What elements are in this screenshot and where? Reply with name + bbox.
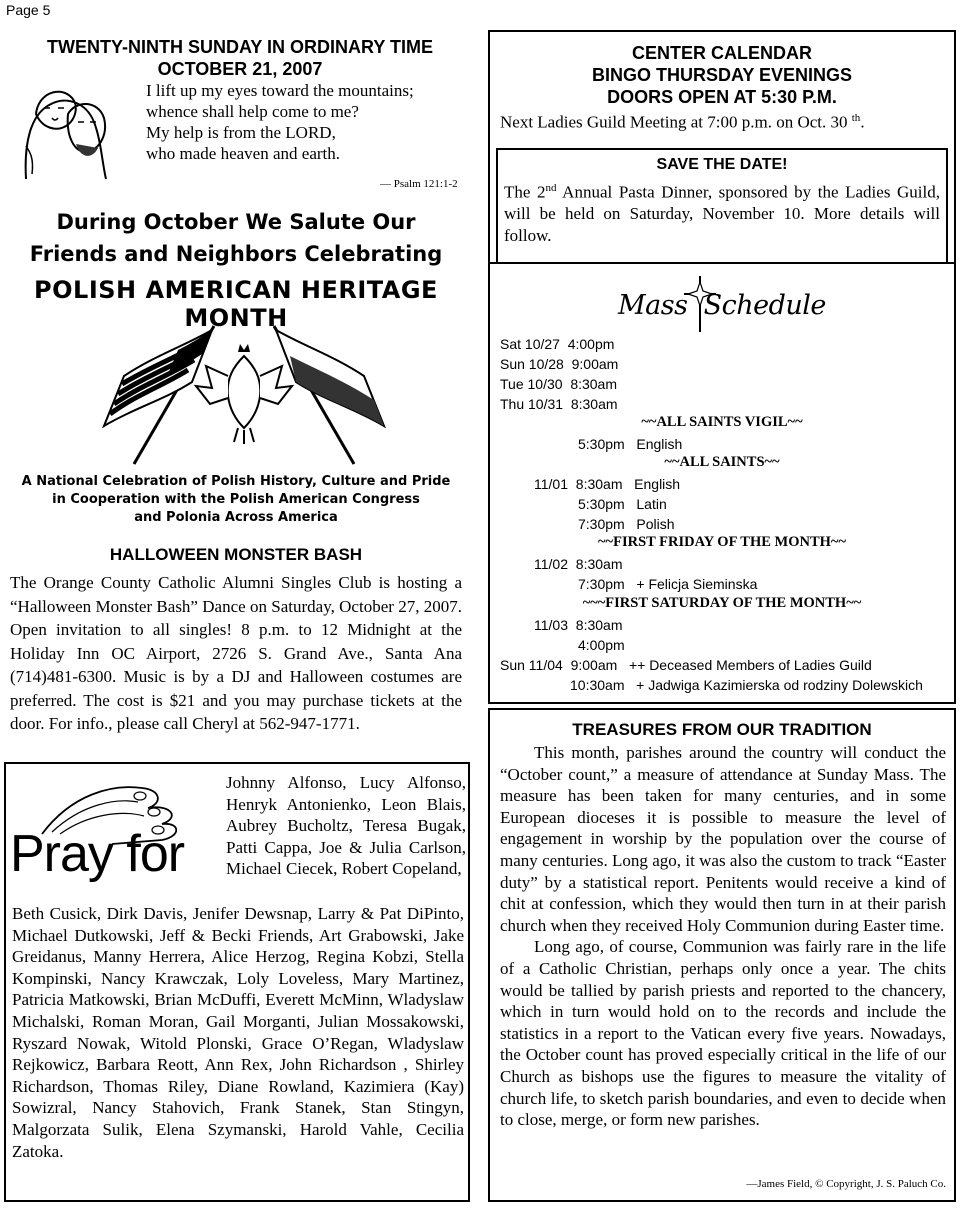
polish-heritage-banner (4, 198, 468, 532)
sunday-date: OCTOBER 21, 2007 (157, 59, 323, 79)
first-friday-heading: ~~FIRST FRIDAY OF THE MONTH~~ (598, 534, 846, 550)
psalm-quote (146, 80, 414, 164)
pray-for-box (4, 762, 470, 1202)
page-number: Page 5 (6, 2, 51, 18)
guild-meeting-notice: Next Ladies Guild Meeting at 7:00 p.m. on Oct. 30 $^{th}$. (500, 112, 865, 132)
psalm-line: I lift up my eyes toward the mountains; (146, 81, 414, 100)
calendar-title-line2: BINGO THURSDAY EVENINGS (591, 65, 853, 85)
mass-row: Sun 10/28 9:00am (500, 356, 619, 372)
mass-row: 11/02 8:30am (534, 556, 623, 572)
heritage-line1: During October We Salute Our (56, 210, 416, 234)
mass-row: 7:30pm Polish (578, 516, 675, 532)
mass-schedule-box (488, 262, 956, 704)
save-the-date-text: The 2nd Annual Pasta Dinner, sponsored by the Ladies Guild, will be held on Saturday, November 10. More details will follow. (504, 182, 941, 245)
jesus-disciple-illustration (6, 74, 126, 184)
first-saturday-heading: ~~~FIRST SATURDAY OF THE MONTH~~ (582, 595, 862, 611)
treasures-credit: —James Field, © Copyright, J. S. Paluch Co. (746, 1178, 946, 1190)
sunday-title-line1: TWENTY-NINTH SUNDAY IN ORDINARY TIME (46, 37, 434, 57)
halloween-title: HALLOWEEN MONSTER BASH (109, 545, 363, 564)
calendar-title-line3: DOORS OPEN AT 5:30 P.M. (607, 87, 837, 107)
mass-row: 5:30pm Latin (578, 496, 667, 512)
psalm-line: whence shall help come to me? (146, 102, 359, 121)
treasures-paragraph: Long ago, of course, Communion was fairly rare in the life of a Catholic Christian, perhaps only once a year. The chits would be tallied by parish priests and reported to the chancery, which in turn would hold on to the records and include the statistics in a report to the Vatican every five years. Nowadays, the October count has proved especially critical in the life of our Church as bishops use the figures to measure the vitality of church life, to sketch parish boundaries, and even to decide when to close, merge, or form new parishes. (500, 937, 946, 1130)
mass-row: Thu 10/31 8:30am (500, 396, 618, 412)
mass-row: 7:30pm + Felicja Sieminska (578, 576, 758, 592)
prayer-names-list: Beth Cusick, Dirk Davis, Jenifer Dewsnap, Larry & Pat DiPinto, Michael Dutkowski, Jeff & Becki Friends, Art Grabowski, Jake Greidanus, Manny Herrera, Alice Herzog, Regina Kobzi, Stella Kompinski, Nancy Krawczak, Loly Loveless, Mary Martinez, Patricia Matkowski, Brian McDuffi, Everett McMinn, Wladyslaw Michalski, Roman Moran, Gail Morganti, Julian Mossakowski, Ryszard Nowak, Witold Plonski, Grace O’Regan, Wladyslaw Rejkowicz, Barbara Reott, Ann Rex, John Richardson , Shirley Richardson, Thomas Riley, Diane Rowland, Kazimiera (Kay) Sowizral, Nancy Stahovich, Frank Stanek, Stan Stingyn, Malgorzata Sulik, Elena Szymanski, Harold Vahle, Cecilia Zatoka. (12, 904, 464, 1161)
treasures-tradition-box (488, 708, 956, 1202)
pray-for-logo-text: Pray for (10, 825, 185, 883)
mass-row: Sat 10/27 4:00pm (500, 336, 615, 352)
heritage-foot1: A National Celebration of Polish History, Culture and Pride (21, 474, 451, 489)
prayer-names-top: Johnny Alfonso, Lucy Alfonso, Henryk Antonienko, Leon Blais, Aubrey Bucholtz, Teresa Bugak, Patti Cappa, Joe & Julia Carlson, Michael Ciecek, Robert Copeland, (226, 773, 466, 879)
mass-row: 11/01 8:30am English (534, 476, 681, 492)
treasures-paragraph: This month, parishes around the country will conduct the “October count,” a measure of attendance at Sunday Mass. The measure has been taken for many centuries, and in some European dioceses it is possible to measure the level of engagement in worship by the population over the course of many centuries. Long ago, it was also the custom to track “Easter duty” by a statistical report. Penitents would receive a kind of chit at confession, which they would then turn in at their parish church when they received Holy Communion during Easter time. (500, 743, 946, 935)
treasures-title: TREASURES FROM OUR TRADITION (572, 720, 872, 739)
halloween-text: The Orange County Catholic Alumni Singles Club is hosting a “Halloween Monster Bash” Dance on Saturday, October 27, 2007. Open invitation to all singles! 8 p.m. to 12 Midnight at the Holiday Inn OC Airport, 2726 S. Grand Ave., Santa Ana (714)481-6300. Music is by a DJ and Halloween costumes are preferred. The cost is $21 and you may purchase tickets at the door. For info., please call Cheryl at 562-947-1771. (10, 573, 462, 733)
mass-row: Sun 11/04 9:00am ++ Deceased Members of Ladies Guild (500, 657, 872, 673)
center-calendar-box (488, 30, 956, 274)
save-the-date-box (496, 148, 948, 268)
heritage-foot3: and Polonia Across America (134, 510, 338, 525)
crossed-flags-icon (94, 316, 394, 466)
cross-star-icon (680, 274, 720, 334)
mass-row: 11/03 8:30am (534, 617, 623, 633)
all-saints-vigil-heading: ~~ALL SAINTS VIGIL~~ (641, 414, 803, 430)
mass-row: 5:30pm English (578, 436, 683, 452)
halloween-article (10, 545, 462, 736)
mass-row: 4:00pm (578, 637, 625, 653)
mass-row: Tue 10/30 8:30am (500, 376, 618, 392)
save-the-date-title: SAVE THE DATE! (656, 156, 788, 173)
psalm-line: My help is from the LORD, (146, 123, 336, 142)
mass-row: 10:30am + Jadwiga Kazimierska od rodziny Dolewskich (570, 677, 923, 693)
calendar-title (490, 42, 954, 108)
all-saints-heading: ~~ALL SAINTS~~ (664, 454, 780, 470)
heritage-foot2: in Cooperation with the Polish American Congress (52, 492, 420, 507)
mass-schedule-title: Mass Schedule (618, 290, 826, 321)
treasures-text (500, 742, 946, 1131)
psalm-citation: — Psalm 121:1-2 (380, 178, 458, 190)
heritage-line2: Friends and Neighbors Celebrating (29, 242, 443, 266)
heritage-line3: POLISH AMERICAN HERITAGE MONTH (34, 276, 438, 332)
psalm-line: who made heaven and earth. (146, 144, 340, 163)
calendar-title-line1: CENTER CALENDAR (632, 43, 812, 63)
